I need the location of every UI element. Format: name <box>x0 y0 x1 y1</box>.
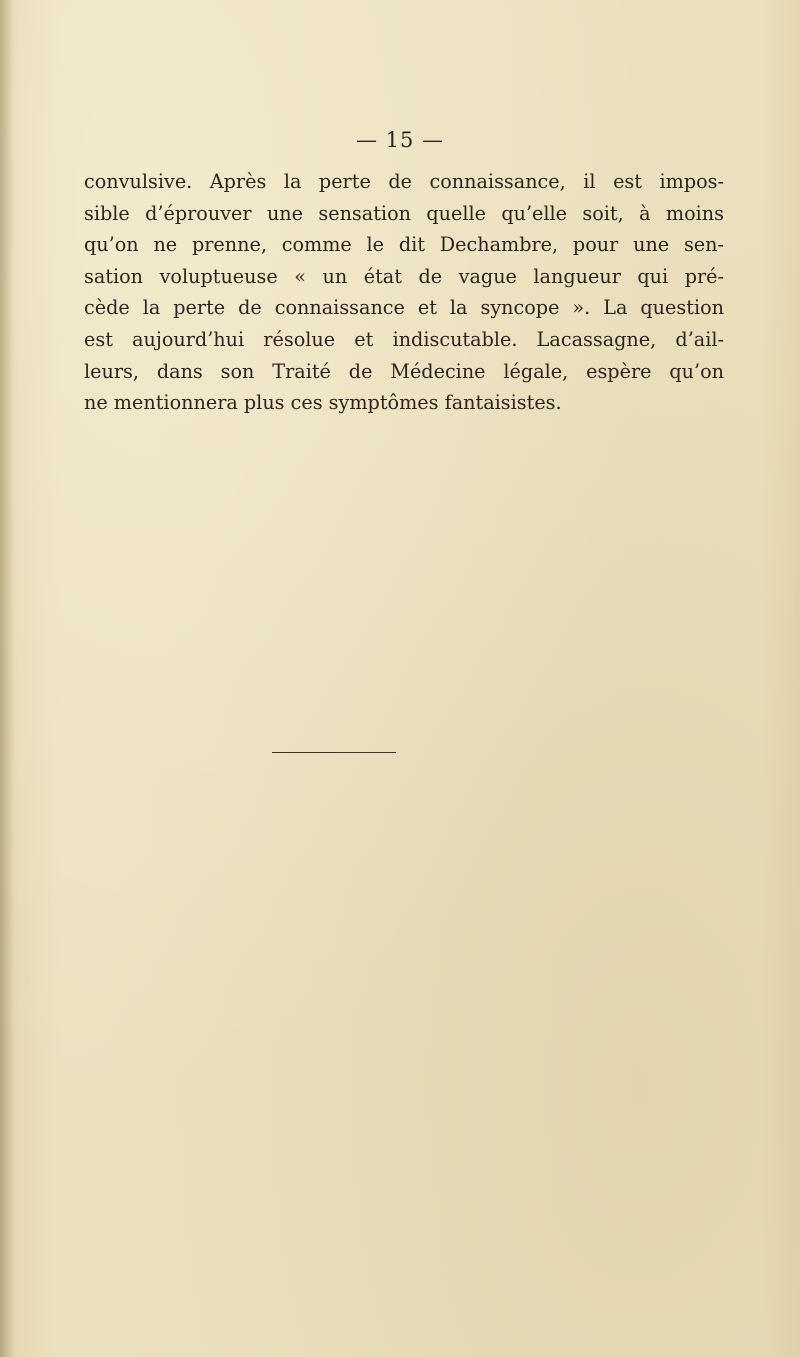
text-line: sation voluptueuse « un état de vague langueur qui pré- <box>84 264 724 288</box>
body-paragraph <box>84 166 724 419</box>
binding-shadow <box>0 0 14 1357</box>
text-line: qu’on ne prenne, comme le dit Dechambre, pour une sen- <box>84 233 724 257</box>
text-line: ne mentionnera plus ces symptômes fantaisistes. <box>84 391 562 415</box>
text-line: sible d’éprouver une sensation quelle qu’elle soit, à moins <box>84 201 724 225</box>
page-number: — 15 — <box>355 128 445 152</box>
text-line: est aujourd’hui résolue et indiscutable. Lacassagne, d’ail- <box>84 327 724 351</box>
text-line: leurs, dans son Traité de Médecine légale, espère qu’on <box>84 359 724 383</box>
text-line: cède la perte de connaissance et la syncope ». La question <box>84 296 724 320</box>
text-line: convulsive. Après la perte de connaissance, il est impos- <box>84 170 724 193</box>
section-divider <box>272 752 396 753</box>
